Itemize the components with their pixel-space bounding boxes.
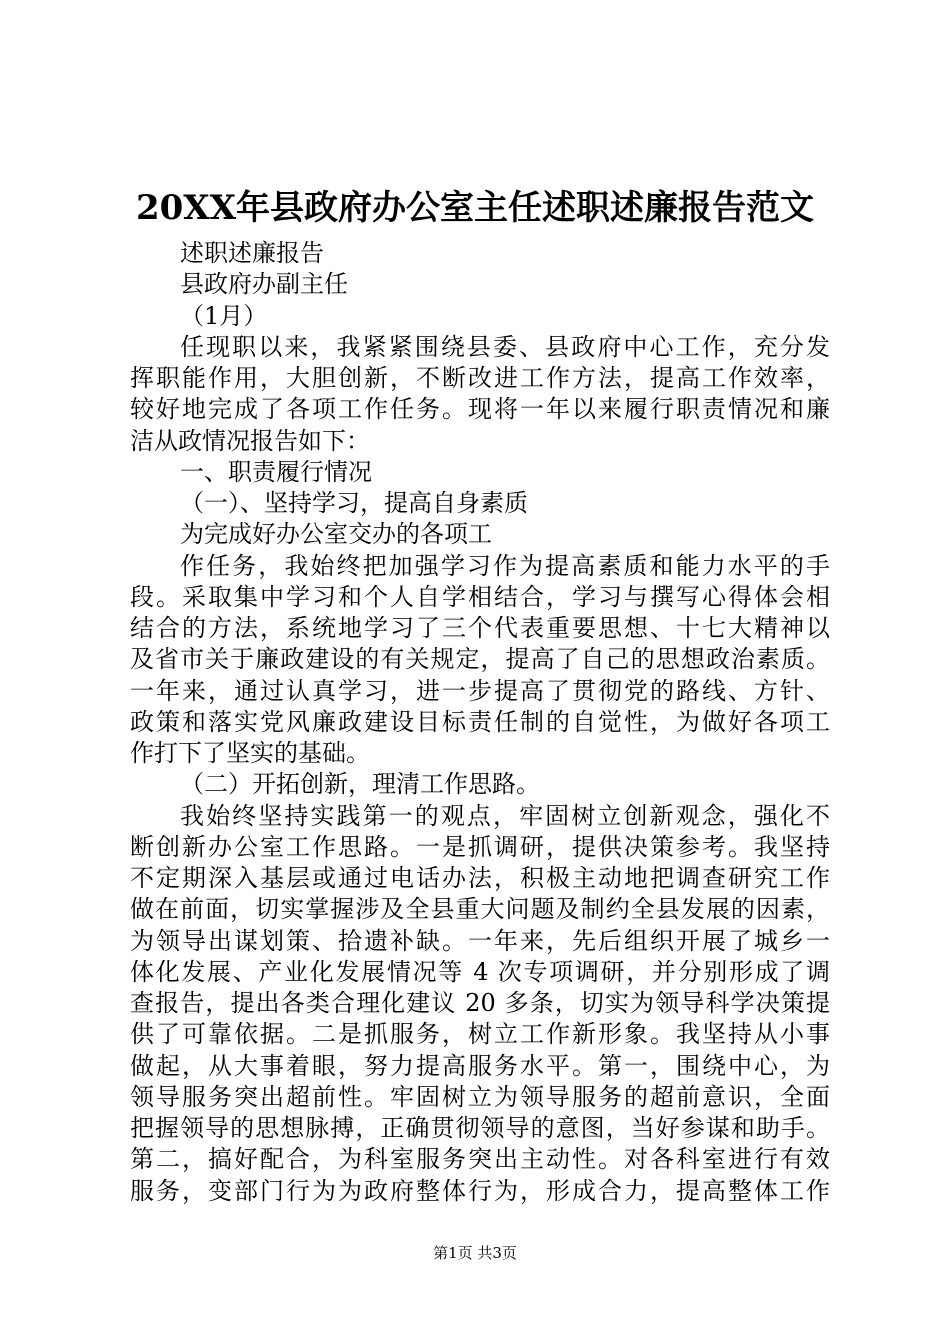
text-line: 任现职以来，我紧紧围绕县委、县政府中心工作，充分发 — [180, 332, 830, 361]
text-line: 服务，变部门行为为政府整体行为，形成合力，提高整体工作 — [130, 1176, 830, 1205]
text-line: 较好地完成了各项工作任务。现将一年以来履行职责情况和廉 — [130, 395, 830, 424]
text-line: （1月） — [180, 301, 268, 330]
text-line: 不定期深入基层或通过电话办法，积极主动地把调查研究工作 — [130, 864, 830, 892]
text-line: 作任务，我始终把加强学习作为提高素质和能力水平的手 — [180, 551, 830, 580]
document-title: 20XX年县政府办公室主任述职述廉报告范文 — [135, 188, 815, 228]
text-line: 作打下了坚实的基础。 — [130, 739, 370, 767]
text-line: 县政府办副主任 — [180, 270, 348, 299]
text-line: 段。采取集中学习和个人自学相结合，学习与撰写心得体会相 — [130, 582, 830, 611]
text-line: 为完成好办公室交办的各项工 — [180, 520, 492, 549]
text-line: 述职述廉报告 — [180, 239, 324, 267]
text-line: 领导服务突出超前性。牢固树立为领导服务的超前意识，全面 — [130, 1082, 830, 1111]
text-line: 政策和落实党风廉政建设目标责任制的自觉性，为做好各项工 — [130, 707, 830, 736]
text-line: 结合的方法，系统地学习了三个代表重要思想、十七大精神以 — [130, 614, 830, 642]
text-line: 查报告，提出各类合理化建议 20 多条，切实为领导科学决策提 — [130, 989, 830, 1017]
text-line: （二）开拓创新，理清工作思路。 — [180, 770, 540, 799]
text-line: 洁从政情况报告如下： — [130, 426, 370, 455]
text-line: （一）、坚持学习，提高自身素质 — [180, 489, 528, 517]
document-body — [130, 238, 830, 1207]
text-line: 一、职责履行情况 — [180, 457, 372, 486]
text-line: 断创新办公室工作思路。一是抓调研，提供决策参考。我坚持 — [130, 832, 830, 861]
text-line: 为领导出谋划策、拾遗补缺。一年来，先后组织开展了城乡一 — [130, 926, 830, 955]
text-line: 体化发展、产业化发展情况等 4 次专项调研，并分别形成了调 — [130, 957, 830, 986]
page-footer: 第1页 共3页 — [433, 1244, 517, 1262]
text-line: 做起，从大事着眼，努力提高服务水平。第一，围绕中心，为 — [130, 1051, 830, 1080]
text-line: 及省市关于廉政建设的有关规定，提高了自己的思想政治素质。 — [130, 645, 830, 674]
text-line: 供了可靠依据。二是抓服务，树立工作新形象。我坚持从小事 — [130, 1020, 830, 1049]
text-line: 把握领导的思想脉搏，正确贯彻领导的意图，当好参谋和助手。 — [130, 1114, 830, 1142]
text-line: 一年来，通过认真学习，进一步提高了贯彻党的路线、方针、 — [130, 676, 830, 705]
text-line: 我始终坚持实践第一的观点，牢固树立创新观念，强化不 — [180, 801, 830, 830]
text-line: 做在前面，切实掌握涉及全县重大问题及制约全县发展的因素， — [130, 895, 830, 924]
text-line: 第二，搞好配合，为科室服务突出主动性。对各科室进行有效 — [130, 1145, 830, 1174]
text-line: 挥职能作用，大胆创新，不断改进工作方法，提高工作效率， — [130, 364, 830, 392]
